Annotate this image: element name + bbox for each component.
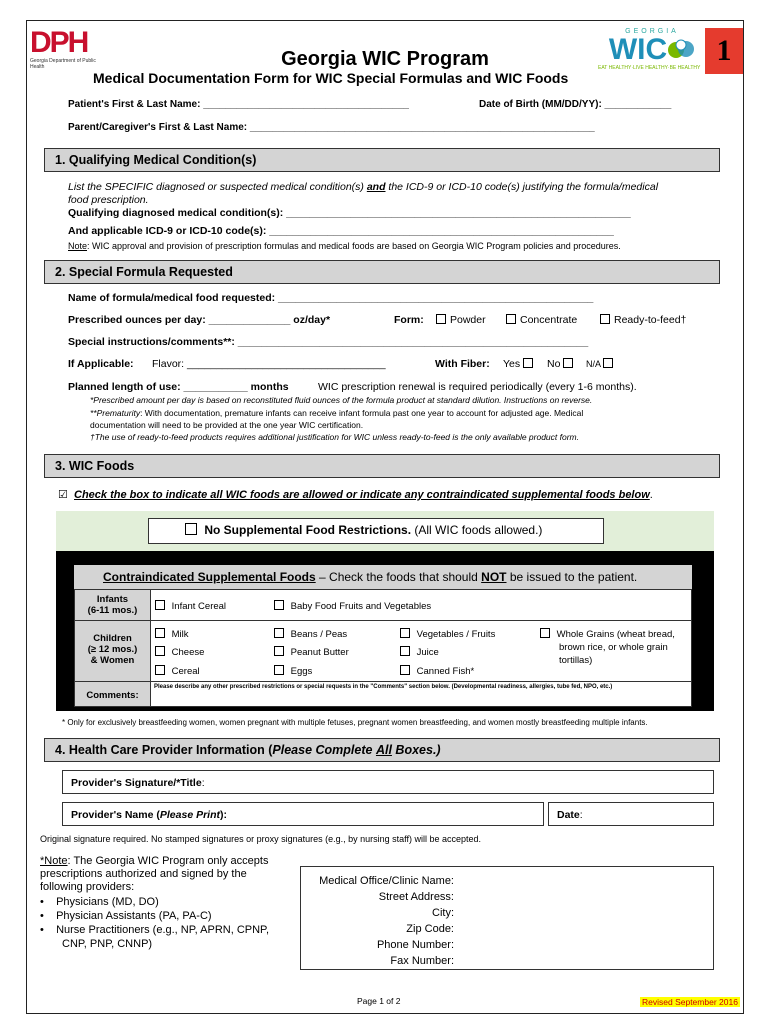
canned-fish-checkbox[interactable] (400, 665, 410, 675)
whole-grains-label-2: brown rice, or whole grain (559, 642, 668, 653)
flavor-field[interactable]: Flavor: __________________________________ (152, 358, 386, 370)
whole-grains-label-1: Whole Grains (wheat bread, (556, 629, 675, 640)
no-restriction-bold: No Supplemental Food Restrictions. (204, 523, 412, 537)
beans-checkbox[interactable] (274, 628, 284, 638)
provider-note-c: prescriptions authorized and signed by the (40, 868, 247, 880)
concentrate-label: Concentrate (520, 314, 578, 326)
page-number-badge: 1 (705, 28, 743, 74)
wic-logo-tagline: EAT HEALTHY·LIVE HEALTHY·BE HEALTHY (598, 65, 701, 71)
peanut-butter-label: Peanut Butter (290, 647, 349, 658)
check-instruction: ☑ Check the box to indicate all WIC foods are allowed or indicate any contraindicated supplemental foods below. (58, 489, 653, 501)
form-rtf-option[interactable] (600, 314, 686, 326)
cereal-option[interactable] (155, 665, 200, 677)
canned-fish-label: Canned Fish* (416, 666, 475, 677)
wic-logo-georgia: GEORGIA (625, 28, 679, 35)
baby-food-checkbox[interactable] (274, 600, 284, 610)
infant-cereal-option[interactable] (155, 600, 226, 612)
formula-name-field[interactable]: Name of formula/medical food requested: ______________________________________________________ (68, 292, 594, 304)
prematurity-label: **Prematurity (90, 408, 141, 418)
rtf-checkbox[interactable] (600, 314, 610, 324)
rtf-label: Ready-to-feed† (614, 314, 687, 326)
instr-part-b: the ICD-9 or ICD-10 code(s) justifying the formula/medical (388, 181, 659, 193)
section2-header: 2. Special Formula Requested (44, 260, 720, 284)
provider-bullet-2: • Physician Assistants (PA, PA-C) (40, 910, 212, 922)
dph-logo-text: DPH (30, 26, 88, 59)
veg-fruit-label: Vegetables / Fruits (416, 629, 496, 640)
form-label: Form: (394, 314, 424, 326)
signature-label: Provider's Signature/*Title (71, 777, 202, 789)
baby-food-label: Baby Food Fruits and Vegetables (290, 601, 432, 612)
section1-header: 1. Qualifying Medical Condition(s) (44, 148, 720, 172)
office-name-label: Medical Office/Clinic Name: (319, 875, 454, 887)
peanut-butter-option[interactable] (274, 646, 349, 658)
infants-label-1: Infants (96, 594, 129, 605)
juice-checkbox[interactable] (400, 646, 410, 656)
cheese-label: Cheese (171, 647, 205, 658)
provider-note (40, 855, 290, 894)
s4-title-a: 4. Health Care Provider Information ( (55, 743, 273, 757)
patient-name-field[interactable]: Patient's First & Last Name: _____________________________________ (68, 99, 409, 110)
provider-types-list (40, 895, 269, 951)
veg-fruit-option[interactable] (400, 628, 495, 640)
fiber-label: With Fiber: (435, 358, 490, 370)
eggs-option[interactable] (274, 665, 312, 677)
form-concentrate-option[interactable] (506, 314, 577, 326)
fiber-yes-label: Yes (503, 358, 521, 370)
no-restriction-rest: (All WIC foods allowed.) (414, 523, 543, 537)
footnote-rtf: †The use of ready-to-feed products requires additional justification for WIC unless ready-to-feed is the only available product form. (90, 432, 579, 442)
section1-instructions (68, 181, 658, 193)
section1-instructions-cont: food prescription. (68, 194, 149, 206)
canned-fish-option[interactable] (400, 665, 474, 677)
fiber-yes-option[interactable] (503, 358, 537, 370)
if-applicable-label: If Applicable: (68, 358, 134, 370)
provider-bullet-3: • Nurse Practitioners (e.g., NP, APRN, CPNP, (40, 924, 270, 936)
revision-date: Revised September 2016 (642, 997, 738, 1007)
cheese-option[interactable] (155, 646, 204, 658)
juice-label: Juice (416, 647, 439, 658)
milk-option[interactable] (155, 628, 189, 640)
contra-not: NOT (481, 570, 507, 584)
special-instructions-field[interactable]: Special instructions/comments**: ____________________________________________________________ (68, 336, 589, 348)
bullet3a-text: Nurse Practitioners (e.g., NP, APRN, CPNP, (56, 924, 270, 936)
wic-logo (598, 28, 706, 78)
page-number: Page 1 of 2 (357, 996, 401, 1006)
fiber-na-label: N/A (586, 359, 601, 369)
note-text: : WIC approval and provision of prescription formulas and medical foods are based on Georgia WIC Program policies and procedures. (87, 241, 621, 251)
date-field[interactable]: Date: (548, 802, 714, 826)
fiber-no-label: No (547, 358, 561, 370)
no-restriction-checkbox[interactable] (185, 523, 197, 535)
s4-title-c: Boxes.) (395, 743, 441, 757)
name-label-b: Please Print (159, 809, 220, 821)
cereal-checkbox[interactable] (155, 665, 165, 675)
provider-signature-field[interactable]: Provider's Signature/*Title: (62, 770, 714, 794)
footnote-prematurity-cont: documentation will need to be provided at the one year WIC certification. (90, 420, 364, 430)
section1-note (68, 241, 621, 251)
dob-field[interactable]: Date of Birth (MM/DD/YY): ____________ (479, 99, 672, 110)
date-label: Date (557, 809, 580, 821)
comments-label: Comments: (86, 690, 139, 701)
wic-family-icon (667, 37, 695, 63)
provider-note-label: *Note (40, 855, 68, 867)
whole-grains-checkbox[interactable] (540, 628, 550, 638)
fiber-no-option[interactable] (547, 358, 577, 370)
fiber-no-checkbox[interactable] (563, 358, 573, 368)
bullet1-text: Physicians (MD, DO) (56, 896, 159, 908)
form-subtitle: Medical Documentation Form for WIC Special Formulas and WIC Foods (93, 70, 569, 86)
eggs-label: Eggs (290, 666, 313, 677)
condition-field[interactable]: Qualifying diagnosed medical condition(s): ___________________________________________________________ (68, 207, 631, 219)
peanut-butter-checkbox[interactable] (274, 646, 284, 656)
provider-name-field[interactable] (62, 802, 544, 826)
instr-part-a: List the SPECIFIC diagnosed or suspected medical condition(s) (68, 181, 364, 193)
whole-grains-label-3: tortillas) (559, 655, 593, 666)
fiber-na-checkbox[interactable] (603, 358, 613, 368)
provider-bullet-1: • Physicians (MD, DO) (40, 896, 159, 908)
no-restriction-option[interactable] (149, 519, 603, 537)
children-label-2: (≥ 12 mos.) (87, 644, 138, 655)
checked-box-icon: ☑ (58, 489, 68, 501)
contra-title-bold: Contraindicated Supplemental Foods (103, 570, 316, 584)
phone-label: Phone Number: (376, 939, 454, 951)
original-signature-note: Original signature required. No stamped signatures or proxy signatures (e.g., by nursing staff) will be accepted. (40, 834, 482, 844)
cereal-label: Cereal (171, 666, 200, 677)
children-label (74, 633, 151, 666)
veg-fruit-checkbox[interactable] (400, 628, 410, 638)
name-label-c: ): (220, 809, 227, 821)
infants-label (74, 594, 151, 616)
comments-instructions[interactable]: Please describe any other prescribed restrictions or special requests in the "Comments" section below. (Developmental readiness, allergies, tube fed, NPO, etc.) (154, 684, 613, 690)
prematurity-text: : With documentation, premature infants can receive infant formula past one year to account for adjusted age. Medical (140, 408, 584, 418)
fish-footnote: * Only for exclusively breastfeeding women, women pregnant with multiple fetuses, pregnant women breastfeeding, and women mostly breastfeeding multiple infants. (62, 718, 648, 727)
icd-code-field[interactable]: And applicable ICD-9 or ICD-10 code(s): ___________________________________________________________ (68, 225, 614, 237)
form-powder-option[interactable] (436, 314, 486, 326)
section3-header: 3. WIC Foods (44, 454, 720, 478)
milk-checkbox[interactable] (155, 628, 165, 638)
contraindicated-title (103, 570, 637, 584)
baby-food-option[interactable] (274, 600, 431, 612)
beans-option[interactable] (274, 628, 347, 640)
beans-label: Beans / Peas (290, 629, 348, 640)
powder-checkbox[interactable] (436, 314, 446, 324)
note-label: Note (68, 241, 88, 251)
contra-title-rest: – Check the foods that should (319, 570, 478, 584)
caregiver-name-field[interactable]: Parent/Caregiver's First & Last Name: ______________________________________________________________ (68, 122, 595, 133)
wic-logo-word: WIC (608, 33, 668, 66)
zip-label: Zip Code: (406, 923, 454, 935)
footnote-prescribed: *Prescribed amount per day is based on reconstituted fluid ounces of the formula product at standard dilution. Instructions on reverse. (90, 395, 593, 405)
eggs-checkbox[interactable] (274, 665, 284, 675)
provider-note-b: : The Georgia WIC Program only accepts (67, 855, 269, 867)
fax-label: Fax Number: (390, 955, 454, 967)
juice-option[interactable] (400, 646, 439, 658)
renewal-text: WIC prescription renewal is required periodically (every 1-6 months). (318, 381, 637, 393)
cheese-checkbox[interactable] (155, 646, 165, 656)
instr-and: and (366, 181, 386, 193)
infants-label-2: (6-11 mos.) (87, 605, 138, 616)
whole-grains-option[interactable] (540, 628, 675, 667)
ounces-field[interactable]: Prescribed ounces per day: ______________ oz/day* (68, 314, 331, 326)
dph-logo-subtitle: Georgia Department of Public Health (30, 58, 96, 70)
section4-header (44, 738, 720, 762)
provider-note-d: following providers: (40, 881, 135, 893)
infant-cereal-label: Infant Cereal (171, 601, 227, 612)
milk-label: Milk (171, 629, 189, 640)
footnote-prematurity (90, 408, 583, 418)
city-label: City: (432, 907, 454, 919)
powder-label: Powder (450, 314, 486, 326)
bullet3b-text: CNP, PNP, CNNP) (62, 938, 153, 950)
office-info-labels (300, 873, 454, 969)
s4-title-b: Please Complete (272, 743, 373, 757)
children-label-1: Children (93, 633, 132, 644)
children-label-3: & Women (90, 655, 135, 666)
length-of-use-field[interactable]: Planned length of use: ___________ months (68, 381, 289, 393)
name-label-a: Provider's Name ( (71, 809, 160, 821)
contra-title-end: be issued to the patient. (509, 570, 638, 584)
street-label: Street Address: (378, 891, 454, 903)
infant-cereal-checkbox[interactable] (155, 600, 165, 610)
bullet2-text: Physician Assistants (PA, PA-C) (56, 910, 212, 922)
fiber-na-option[interactable] (586, 358, 617, 369)
check-instruction-text: Check the box to indicate all WIC foods are allowed or indicate any contraindicated supplemental foods below (74, 489, 650, 501)
concentrate-checkbox[interactable] (506, 314, 516, 324)
form-title: Georgia WIC Program (281, 48, 489, 70)
no-restriction-box[interactable] (148, 518, 604, 544)
fiber-yes-checkbox[interactable] (523, 358, 533, 368)
s4-title-all: All (375, 743, 392, 757)
